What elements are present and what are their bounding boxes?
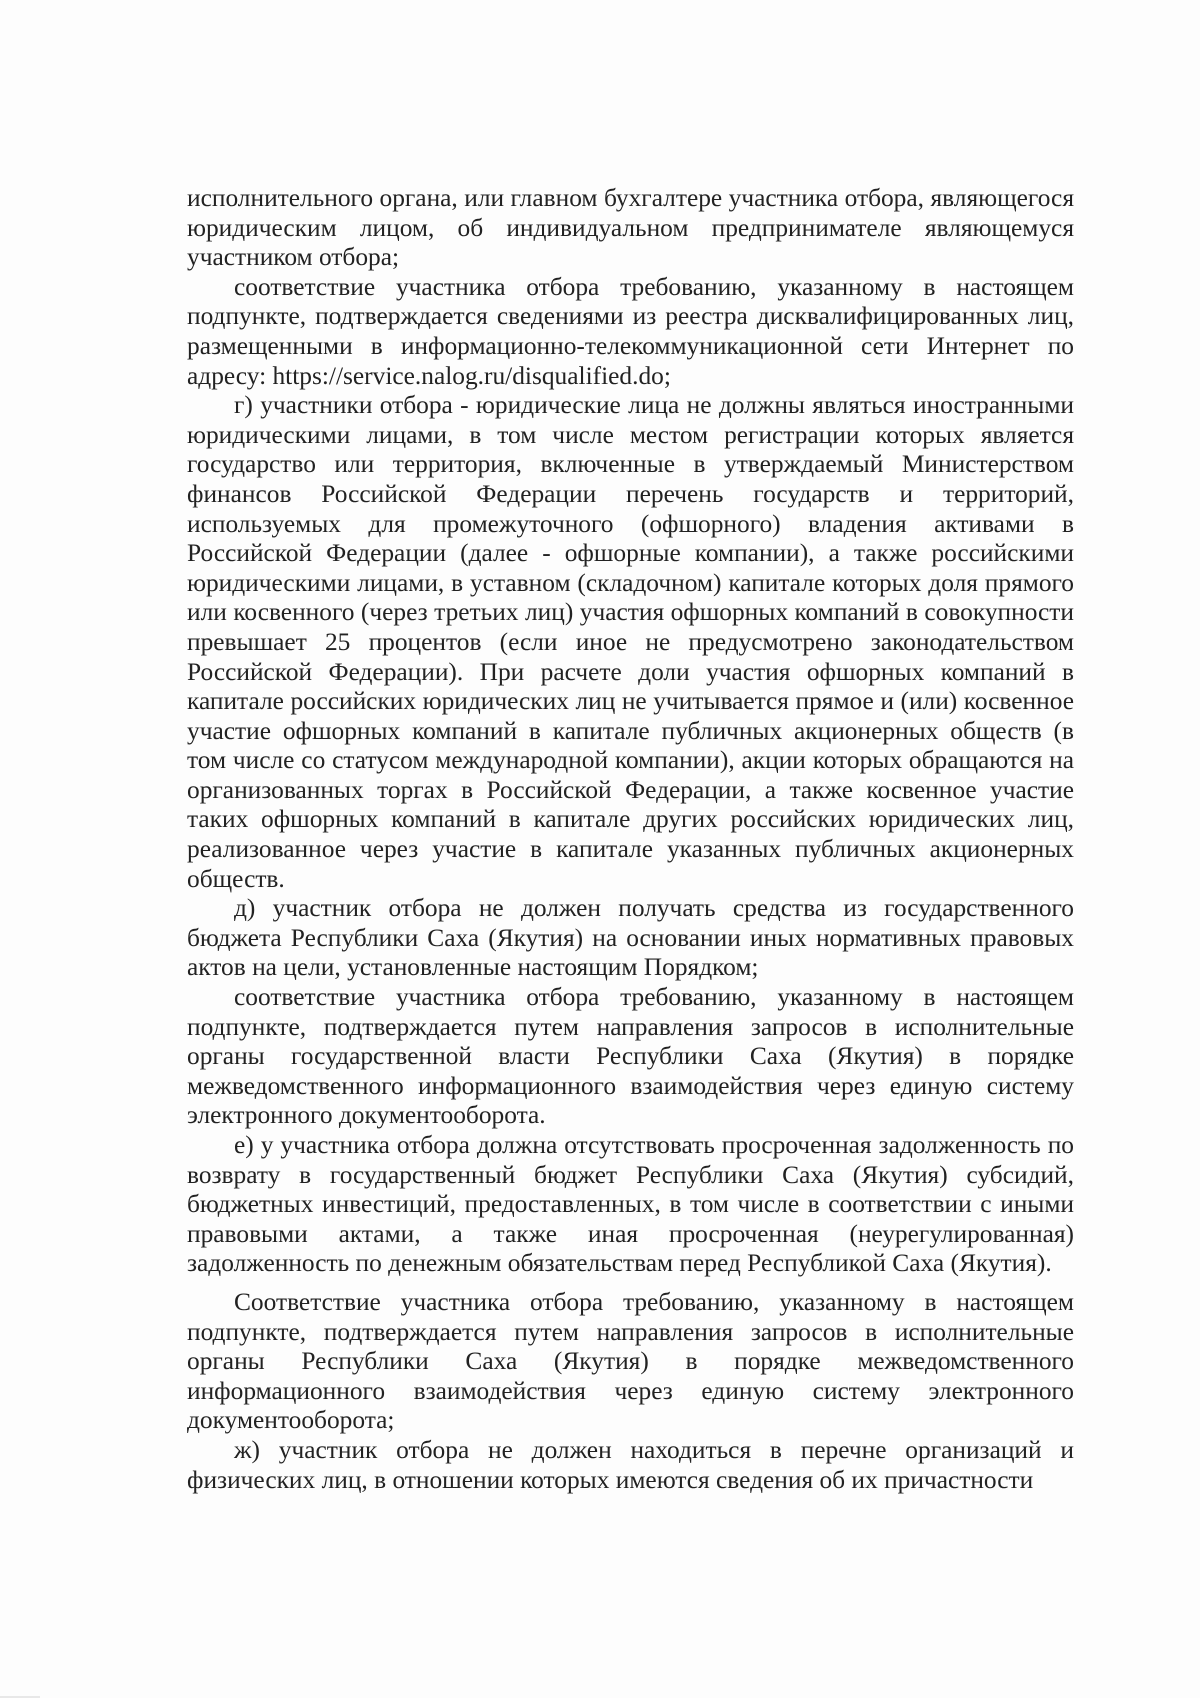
document-body <box>187 184 1074 1495</box>
paragraph-zh-list: ж) участник отбора не должен находиться в перечне организаций и физических лиц, в отношении которых имеются сведения об их причастности <box>187 1435 1074 1494</box>
paragraph-disqualified-registry: соответствие участника отбора требованию, указанному в настоящем подпункте, подтверждается сведениями из реестра дисквалифицированных лиц, размещенными в информационно-телекоммуникационной сети Интернет по адресу: https://service.nalog.ru/disqualified.do; <box>187 272 1074 390</box>
paragraph-executive-body: исполнительного органа, или главном бухгалтере участника отбора, являющегося юридическим лицом, об индивидуальном предпринимателе являющемуся участником отбора; <box>187 184 1074 272</box>
paragraph-g-offshore: г) участники отбора - юридические лица не должны являться иностранными юридическими лицами, в том числе местом регистрации которых является государство или территория, включенные в утверждаемый Министерством финансов Российской Федерации перечень государств и территорий, используемых для промежуточного (офшорного) владения активами в Российской Федерации (далее - офшорные компании), а также российскими юридическими лицами, в уставном (складочном) капитале которых доля прямого или косвенного (через третьих лиц) участия офшорных компаний в совокупности превышает 25 процентов (если иное не предусмотрено законодательством Российской Федерации). При расчете доли участия офшорных компаний в капитале российских юридических лиц не учитывается прямое и (или) косвенное участие офшорных компаний в капитале публичных акционерных обществ (в том числе со статусом международной компании), акции которых обращаются на организованных торгах в Российской Федерации, а также косвенное участие таких офшорных компаний в капитале других российских юридических лиц, реализованное через участие в капитале указанных публичных акционерных обществ. <box>187 391 1074 893</box>
paragraph-requests-d: соответствие участника отбора требованию, указанному в настоящем подпункте, подтверждается путем направления запросов в исполнительные органы государственной власти Республики Саха (Якутия) в порядке межведомственного информационного взаимодействия через единую систему электронного документооборота. <box>187 983 1074 1130</box>
paragraph-d-budget-funds: д) участник отбора не должен получать средства из государственного бюджета Республики Саха (Якутия) на основании иных нормативных правовых актов на цели, установленные настоящим Порядком; <box>187 894 1074 982</box>
paragraph-e-debt: е) у участника отбора должна отсутствовать просроченная задолженность по возврату в государственный бюджет Республики Саха (Якутия) субсидий, бюджетных инвестиций, предоставленных, в том числе в соответствии с иными правовыми актами, а также иная просроченная (неурегулированная) задолженность по денежным обязательствам перед Республикой Саха (Якутия). <box>187 1131 1074 1278</box>
paragraph-requests-e: Соответствие участника отбора требованию, указанному в настоящем подпункте, подтверждается путем направления запросов в исполнительные органы Республики Саха (Якутия) в порядке межведомственного информационного взаимодействия через единую систему электронного документооборота; <box>187 1287 1074 1435</box>
